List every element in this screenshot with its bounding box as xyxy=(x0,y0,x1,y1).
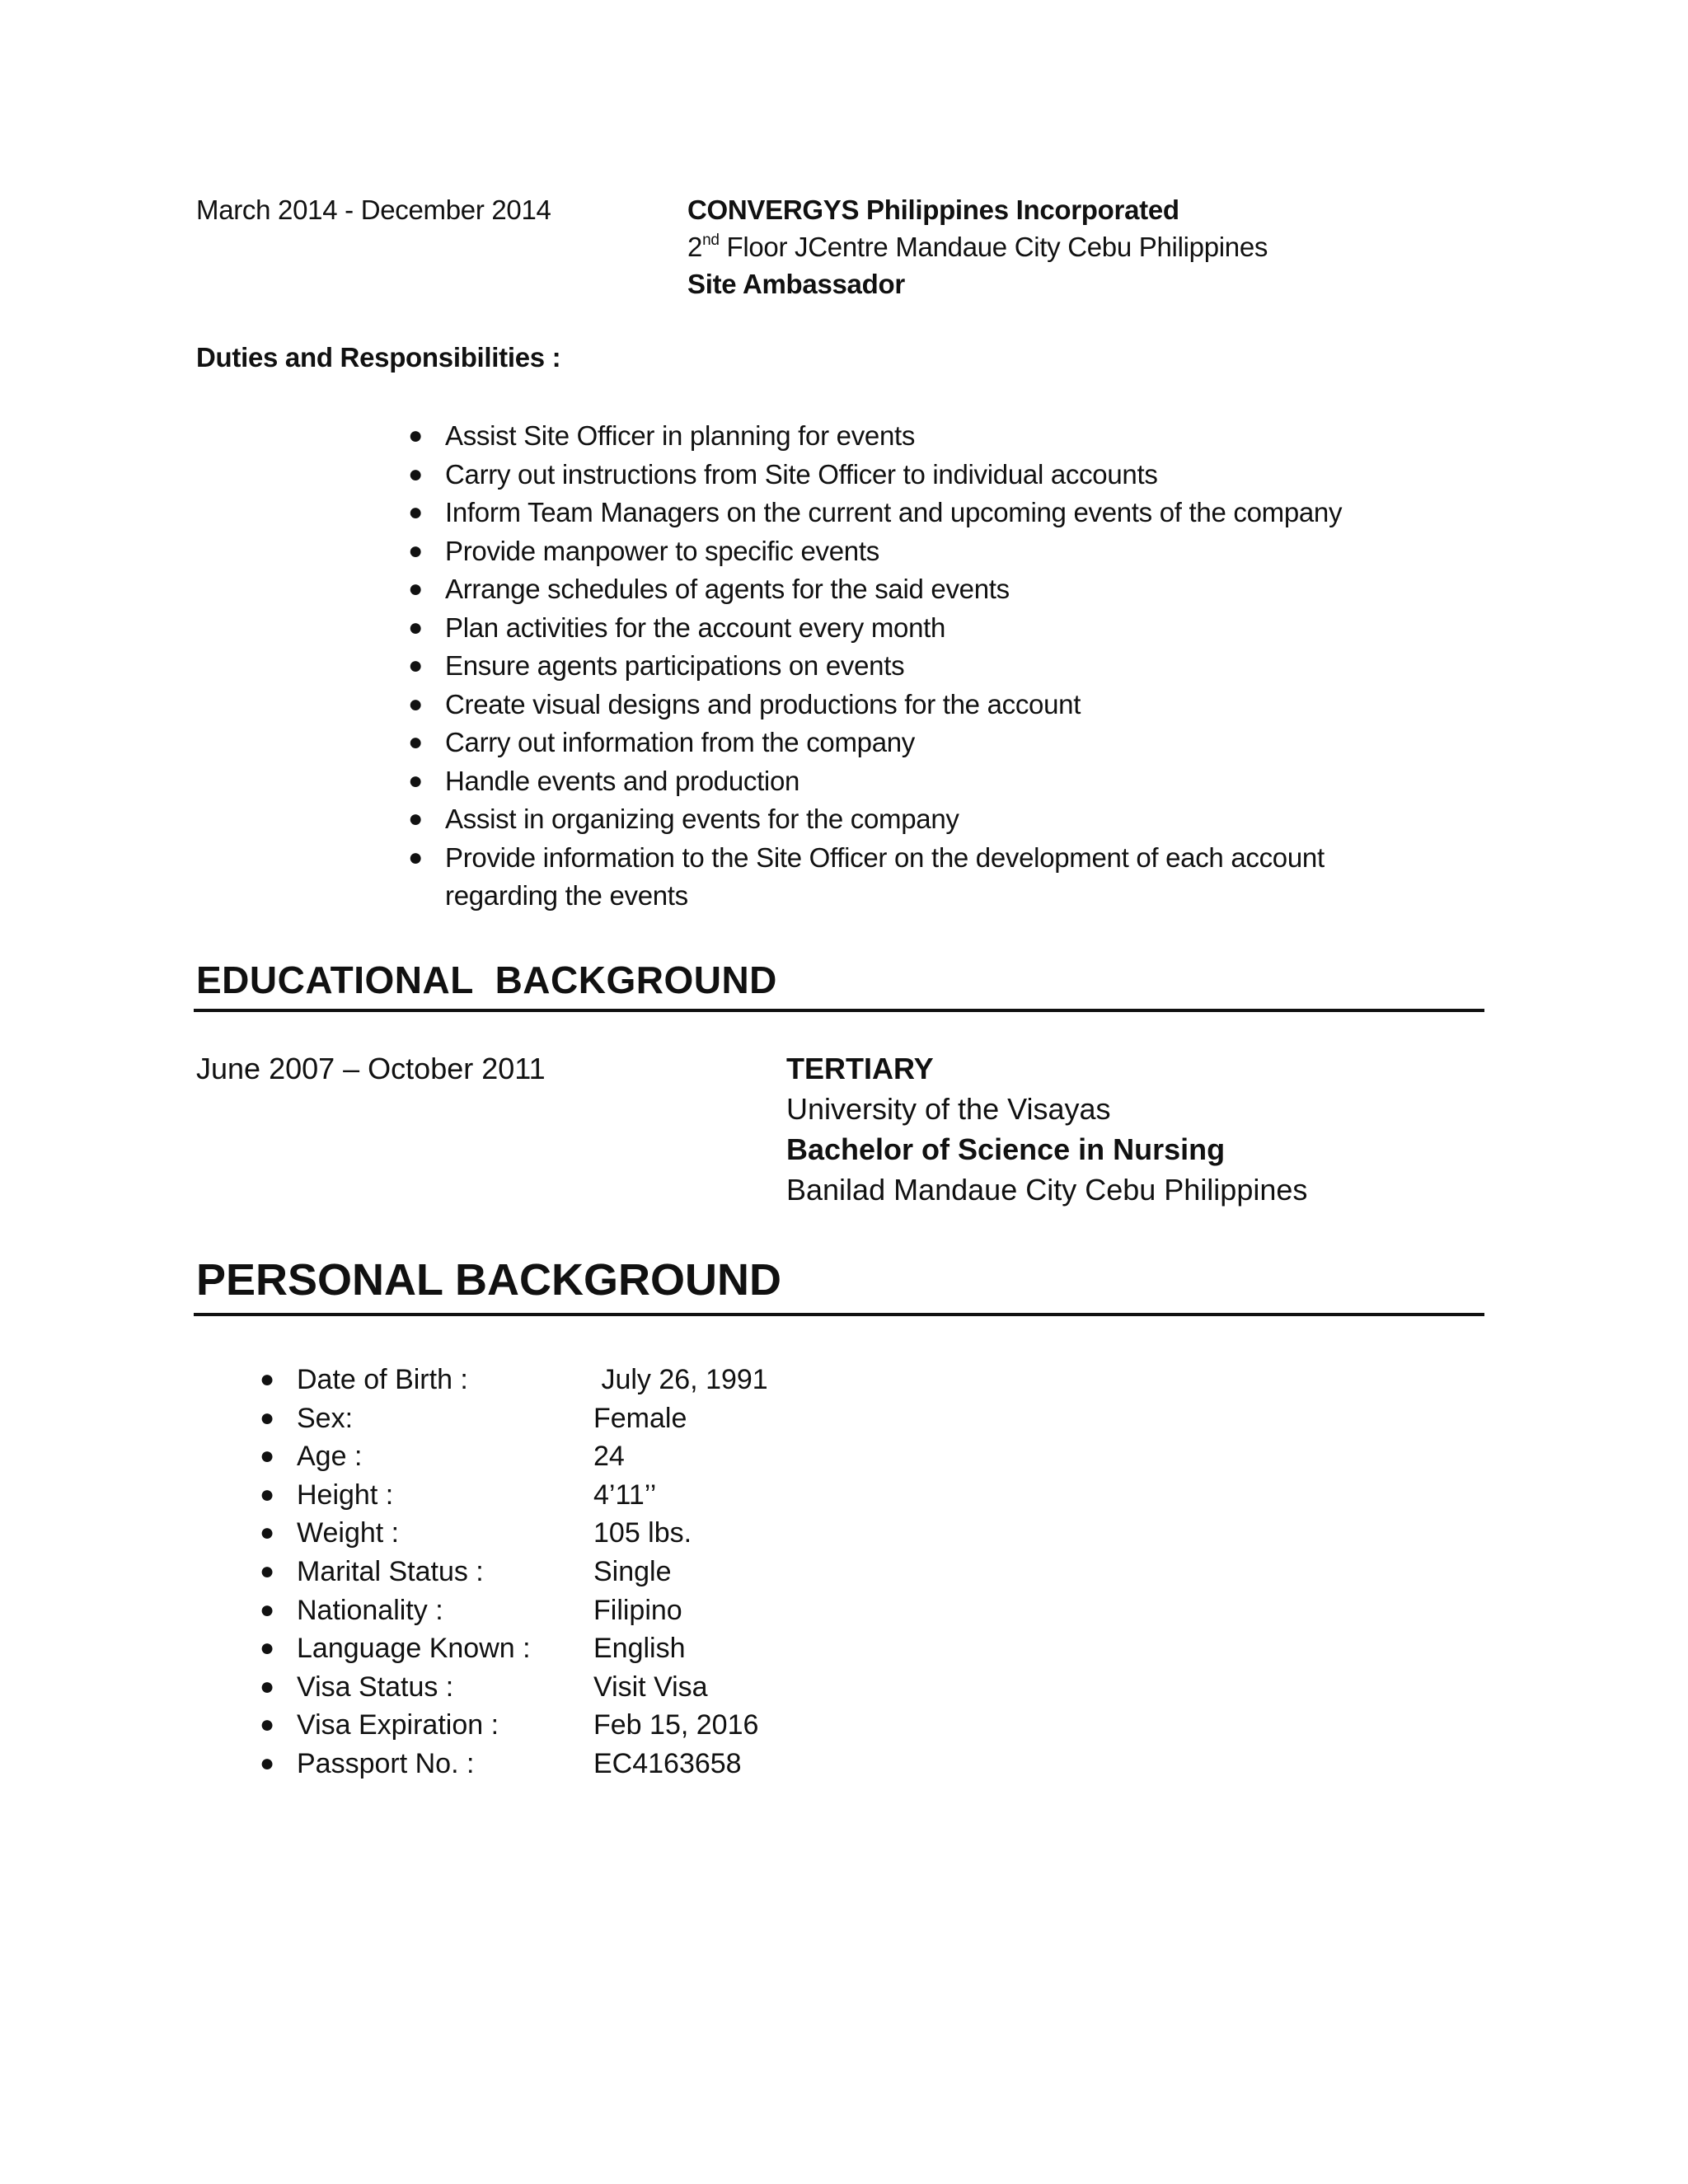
company-address xyxy=(687,232,1268,263)
education-address: Banilad Mandaue City Cebu Philippines xyxy=(786,1173,1308,1207)
detail-label: Nationality : xyxy=(297,1594,443,1626)
duty-text: Handle events and production xyxy=(445,765,800,796)
company-name: CONVERGYS Philippines Incorporated xyxy=(687,194,1179,225)
bullet-icon: ● xyxy=(408,499,423,526)
bullet-icon: ● xyxy=(408,652,423,679)
duty-text: Ensure agents participations on events xyxy=(445,650,905,681)
education-divider xyxy=(194,1009,1484,1012)
bullet-icon: ● xyxy=(408,766,423,794)
duty-text: Arrange schedules of agents for the said events xyxy=(445,574,1010,604)
detail-label: Visa Expiration : xyxy=(297,1709,499,1741)
list-item xyxy=(259,1399,768,1438)
duty-text: Assist Site Officer in planning for events xyxy=(445,420,916,451)
bullet-icon: ● xyxy=(259,1557,275,1585)
detail-label: Language Known : xyxy=(297,1633,531,1665)
list-item xyxy=(259,1745,768,1783)
list-item xyxy=(259,1706,768,1745)
bullet-icon: ● xyxy=(259,1596,275,1624)
education-degree: Bachelor of Science in Nursing xyxy=(786,1132,1226,1166)
bullet-icon: ● xyxy=(259,1404,275,1432)
duty-text: Inform Team Managers on the current and upcoming events of the company xyxy=(445,497,1343,527)
list-item xyxy=(408,456,1426,494)
list-item xyxy=(259,1591,768,1630)
education-level: TERTIARY xyxy=(786,1052,934,1085)
duty-text: Carry out instructions from Site Officer to individual accounts xyxy=(445,458,1158,490)
duties-list xyxy=(408,417,1426,915)
bullet-icon: ● xyxy=(259,1634,275,1662)
detail-label: Passport No. : xyxy=(297,1747,475,1779)
detail-label: Date of Birth : xyxy=(297,1364,468,1395)
detail-label: Visa Status : xyxy=(297,1671,454,1703)
personal-divider xyxy=(194,1313,1484,1316)
address-floor-suffix: nd xyxy=(702,232,720,249)
list-item xyxy=(259,1514,768,1553)
bullet-icon: ● xyxy=(408,537,423,565)
bullet-icon: ● xyxy=(259,1366,275,1393)
detail-value: EC4163658 xyxy=(593,1747,742,1779)
duties-heading: Duties and Responsibilities : xyxy=(196,342,561,373)
detail-value: 24 xyxy=(593,1441,625,1473)
job-dates: March 2014 - December 2014 xyxy=(196,194,551,225)
bullet-icon: ● xyxy=(259,1442,275,1470)
duty-text: Plan activities for the account every month xyxy=(445,612,946,643)
bullet-icon: ● xyxy=(408,422,423,449)
list-item xyxy=(408,570,1426,609)
bullet-icon: ● xyxy=(259,1749,275,1777)
detail-label: Height : xyxy=(297,1479,394,1511)
detail-value: 4’11’’ xyxy=(593,1479,657,1511)
education-dates: June 2007 – October 2011 xyxy=(196,1052,546,1085)
personal-details-list xyxy=(259,1361,768,1783)
bullet-icon: ● xyxy=(408,575,423,602)
duty-text: Create visual designs and productions for the account xyxy=(445,688,1081,719)
detail-value: Single xyxy=(593,1555,672,1587)
detail-label: Age : xyxy=(297,1441,363,1473)
bullet-icon: ● xyxy=(259,1519,275,1547)
education-school: University of the Visayas xyxy=(786,1092,1111,1126)
duty-text: Provide information to the Site Officer on the development of each account regarding the events xyxy=(445,841,1325,911)
detail-value: Female xyxy=(593,1402,687,1434)
duty-text: Carry out information from the company xyxy=(445,727,915,757)
detail-label: Marital Status : xyxy=(297,1555,484,1587)
address-rest: Floor JCentre Mandaue City Cebu Philippines xyxy=(719,232,1268,262)
personal-heading: PERSONAL BACKGROUND xyxy=(196,1255,782,1305)
list-item xyxy=(408,417,1426,456)
job-position: Site Ambassador xyxy=(687,269,905,299)
list-item xyxy=(259,1553,768,1591)
bullet-icon: ● xyxy=(408,805,423,832)
list-item xyxy=(408,494,1426,532)
education-heading: EDUCATIONAL BACKGROUND xyxy=(196,958,777,1001)
list-item xyxy=(259,1629,768,1668)
detail-label: Sex: xyxy=(297,1402,354,1434)
address-floor-number: 2 xyxy=(687,232,703,262)
bullet-icon: ● xyxy=(259,1480,275,1508)
bullet-icon: ● xyxy=(259,1711,275,1739)
bullet-icon: ● xyxy=(408,613,423,641)
list-item xyxy=(408,724,1426,762)
list-item xyxy=(408,532,1426,571)
list-item xyxy=(259,1437,768,1476)
detail-value: July 26, 1991 xyxy=(593,1364,768,1395)
list-item xyxy=(259,1361,768,1399)
detail-value: 105 lbs. xyxy=(593,1517,692,1549)
list-item xyxy=(408,839,1426,915)
duty-text: Provide manpower to specific events xyxy=(445,535,879,566)
bullet-icon: ● xyxy=(408,460,423,488)
detail-value: Filipino xyxy=(593,1594,682,1626)
detail-value: Visit Visa xyxy=(593,1671,708,1703)
bullet-icon: ● xyxy=(408,843,423,871)
list-item xyxy=(408,609,1426,648)
list-item xyxy=(408,762,1426,801)
list-item xyxy=(408,686,1426,724)
detail-label: Weight : xyxy=(297,1517,400,1549)
list-item xyxy=(259,1476,768,1515)
list-item xyxy=(259,1668,768,1707)
list-item xyxy=(408,800,1426,839)
detail-value: Feb 15, 2016 xyxy=(593,1709,759,1741)
list-item xyxy=(408,647,1426,686)
bullet-icon: ● xyxy=(259,1672,275,1700)
duty-text: Assist in organizing events for the company xyxy=(445,804,959,834)
bullet-icon: ● xyxy=(408,729,423,756)
detail-value: English xyxy=(593,1633,686,1665)
bullet-icon: ● xyxy=(408,690,423,718)
